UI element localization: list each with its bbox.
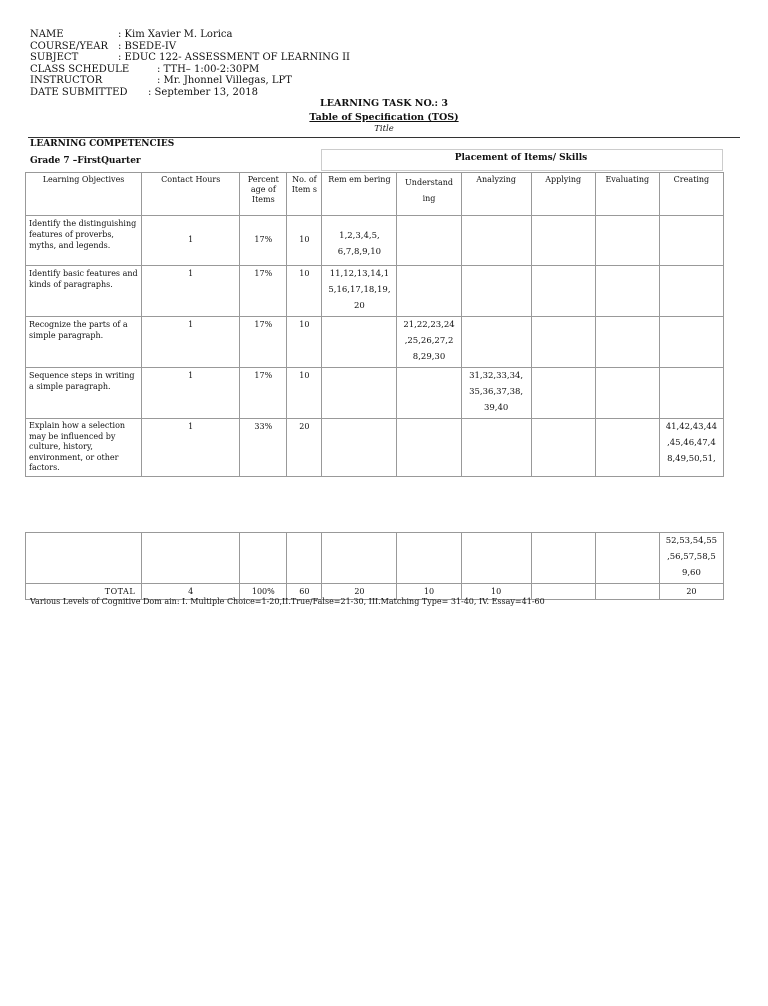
applying-cell — [531, 216, 595, 266]
evaluating-cell — [595, 368, 659, 419]
name-value: : Kim Xavier M. Lorica — [118, 29, 233, 40]
remembering-cell — [322, 533, 397, 584]
instructor-label: INSTRUCTOR — [30, 75, 103, 86]
percent-cell: 17% — [240, 266, 287, 317]
table-row — [26, 216, 724, 266]
applying-cell — [531, 533, 595, 584]
header-evaluating: Evaluating — [595, 173, 659, 216]
course-value: : BSEDE-IV — [118, 40, 177, 52]
creating-cell: 41,42,43,44 ,45,46,47,4 8,49,50,51, — [659, 419, 723, 477]
header-objectives: Learning Objectives — [26, 173, 142, 216]
total-hours: 4 — [142, 584, 240, 600]
evaluating-cell — [595, 266, 659, 317]
evaluating-cell — [595, 419, 659, 477]
total-evaluating — [595, 584, 659, 600]
section-divider — [28, 137, 740, 138]
percent-cell: 17% — [240, 216, 287, 266]
header-percent: Percent age of Items — [240, 173, 287, 216]
objective-cell: Sequence steps in writing a simple paragraph. — [26, 368, 142, 419]
table-row — [26, 317, 724, 368]
total-remembering: 20 — [322, 584, 397, 600]
analyzing-cell — [461, 266, 531, 317]
total-creating: 20 — [659, 584, 723, 600]
analyzing-cell — [461, 216, 531, 266]
items-cell: 10 — [287, 216, 322, 266]
course-label: COURSE/YEAR — [30, 40, 108, 52]
understanding-cell — [397, 266, 461, 317]
objective-cell — [26, 533, 142, 584]
analyzing-cell — [461, 533, 531, 584]
student-info — [30, 29, 430, 99]
table-row — [26, 368, 724, 419]
items-cell: 10 — [287, 317, 322, 368]
creating-cell — [659, 216, 723, 266]
name-label: NAME — [30, 29, 64, 40]
header-analyzing: Analyzing — [461, 173, 531, 216]
evaluating-cell — [595, 216, 659, 266]
placement-label: Placement of Items/ Skills — [454, 153, 588, 163]
understanding-cell: 21,22,23,24 ,25,26,27,2 8,29,30 — [397, 317, 461, 368]
tos-table-continued — [25, 532, 724, 600]
table-row — [26, 533, 724, 584]
instructor-value: : Mr. Jhonnel Villegas, LPT — [157, 75, 292, 86]
header-creating: Creating — [659, 173, 723, 216]
applying-cell — [531, 419, 595, 477]
items-cell: 20 — [287, 419, 322, 477]
total-label: TOTAL — [26, 584, 142, 600]
subject-value: : EDUC 122- ASSESSMENT OF LEARNING II — [118, 52, 351, 63]
competencies-label: LEARNING COMPETENCIES — [30, 139, 175, 149]
understanding-cell — [397, 368, 461, 419]
schedule-value: : TTH– 1:00-2:30PM — [157, 63, 260, 75]
objective-cell: Recognize the parts of a simple paragraph. — [26, 317, 142, 368]
hours-cell: 1 — [142, 216, 240, 266]
tos-title: Table of Specification (TOS) — [309, 112, 459, 123]
subject-label: SUBJECT — [30, 52, 79, 63]
items-cell: 10 — [287, 368, 322, 419]
understanding-cell — [397, 533, 461, 584]
hours-cell: 1 — [142, 266, 240, 317]
applying-cell — [531, 266, 595, 317]
date-label: DATE SUBMITTED — [30, 86, 128, 98]
grade-label: Grade 7 –FirstQuarter — [30, 156, 141, 166]
understanding-cell — [397, 419, 461, 477]
understanding-cell — [397, 216, 461, 266]
analyzing-cell — [461, 317, 531, 368]
creating-cell — [659, 368, 723, 419]
percent-cell — [240, 533, 287, 584]
header-hours: Contact Hours — [142, 173, 240, 216]
title-caption: Title — [374, 124, 394, 134]
table-header-row — [26, 173, 724, 216]
header-understanding: Understand ing — [397, 173, 461, 216]
evaluating-cell — [595, 533, 659, 584]
creating-cell — [659, 317, 723, 368]
remembering-cell: 11,12,13,14,1 5,16,17,18,19, 20 — [322, 266, 397, 317]
schedule-label: CLASS SCHEDULE — [30, 63, 130, 75]
header-items: No. of Item s — [287, 173, 322, 216]
analyzing-cell — [461, 419, 531, 477]
applying-cell — [531, 317, 595, 368]
objective-cell: Identify the distinguishing features of proverbs, myths, and legends. — [26, 216, 142, 266]
total-analyzing: 10 — [461, 584, 531, 600]
remembering-cell — [322, 317, 397, 368]
items-cell: 10 — [287, 266, 322, 317]
tos-table — [25, 172, 724, 477]
percent-cell: 17% — [240, 368, 287, 419]
total-items: 60 — [287, 584, 322, 600]
objective-cell: Identify basic features and kinds of paragraphs. — [26, 266, 142, 317]
hours-cell: 1 — [142, 419, 240, 477]
remembering-cell — [322, 368, 397, 419]
percent-cell: 33% — [240, 419, 287, 477]
items-cell — [287, 533, 322, 584]
total-percent: 100% — [240, 584, 287, 600]
table-row — [26, 266, 724, 317]
creating-cell: 52,53,54,55 ,56,57,58,5 9,60 — [659, 533, 723, 584]
date-value: : September 13, 2018 — [148, 86, 258, 98]
table-row — [26, 419, 724, 477]
remembering-cell — [322, 419, 397, 477]
analyzing-cell: 31,32,33,34, 35,36,37,38, 39,40 — [461, 368, 531, 419]
objective-cell: Explain how a selection may be influenced by culture, history, environment, or other factors. — [26, 419, 142, 477]
hours-cell: 1 — [142, 368, 240, 419]
total-understanding: 10 — [397, 584, 461, 600]
hours-cell — [142, 533, 240, 584]
creating-cell — [659, 266, 723, 317]
hours-cell: 1 — [142, 317, 240, 368]
header-remembering: Rem em bering — [322, 173, 397, 216]
percent-cell: 17% — [240, 317, 287, 368]
task-title: LEARNING TASK NO.: 3 — [320, 98, 448, 109]
evaluating-cell — [595, 317, 659, 368]
footnote: Various Levels of Cognitive Dom ain: I. Multiple Choice=1-20,II.True/False=21-30, III.Matching Type= 31-40, IV. Essay=41-60 — [30, 597, 545, 606]
applying-cell — [531, 368, 595, 419]
header-applying: Applying — [531, 173, 595, 216]
remembering-cell: 1,2,3,4,5, 6,7,8,9,10 — [322, 216, 397, 266]
